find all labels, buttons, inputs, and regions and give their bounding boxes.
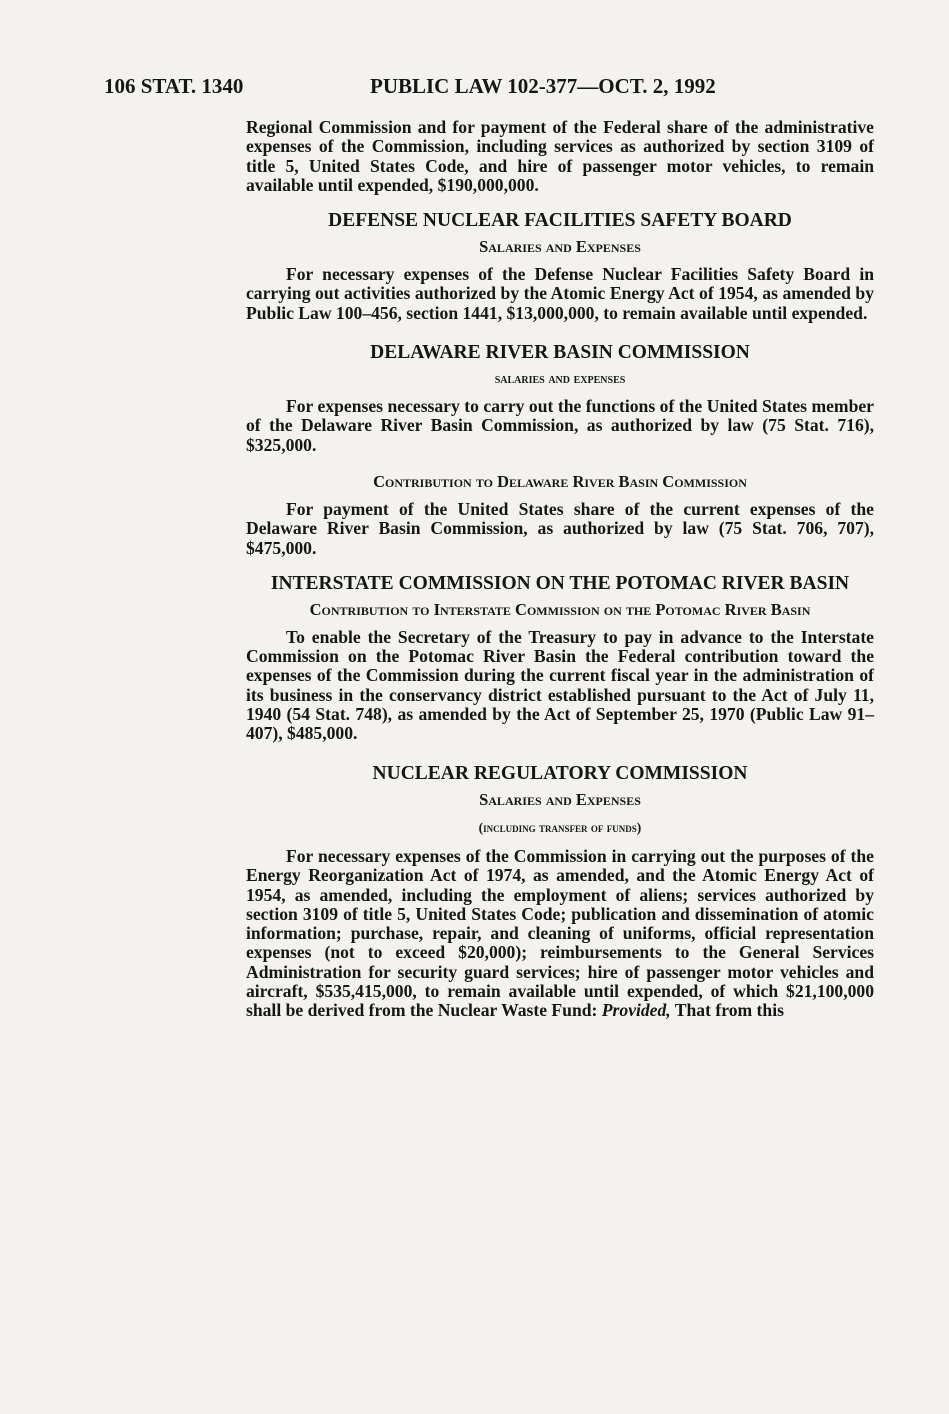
drbc-contribution-paragraph: For payment of the United States share of the current expenses of the Delaware River Basin Commission, as authorized by law (75 Stat. 706, 707), $475,000. (246, 498, 874, 558)
nrc-heading: NUCLEAR REGULATORY COMMISSION (372, 762, 748, 784)
nrc-paragraph (246, 847, 874, 1021)
nrc-paragraph-main: For necessary expenses of the Commission in carrying out the purposes of the Energy Reorganization Act of 1974, as amended, and the Atomic Energy Act of 1954, as amended, including the employment of aliens; services authorized by section 3109 of title 5, United States Code; publication and dissemination of atomic information; purchase, repair, and cleaning of uniforms, official representation expenses (not to exceed $20,000); reimbursements to the General Services Administration for security guard services; hire of passenger motor vehicles and aircraft, $535,415,000, to remain available until expended, of which $21,100,000 shall be derived from the Nuclear Waste Fund: (246, 845, 874, 1021)
dnfsb-paragraph: For necessary expenses of the Defense Nuclear Facilities Safety Board in carrying out activities authorized by the Atomic Energy Act of 1954, as amended by Public Law 100–456, section 1441, $13,000,000, to remain available until expended. (246, 264, 874, 323)
nrc-provided: Provided, (601, 1000, 671, 1021)
page-header (104, 74, 874, 106)
drbc-contribution-heading: Contribution to Delaware River Basin Commission (373, 471, 747, 491)
stat-reference: 106 STAT. 1340 (104, 74, 244, 98)
icprb-paragraph: To enable the Secretary of the Treasury to pay in advance to the Interstate Commission on the Potomac River Basin the Federal contribution toward the expenses of the Commission during the current fiscal year in the administration of its business in the conservancy district established pursuant to the Act of July 11, 1940 (54 Stat. 748), as amended by the Act of September 25, 1970 (Public Law 91–407), $485,000. (246, 626, 874, 744)
drbc-subheading: salaries and expenses (494, 371, 626, 388)
law-reference: PUBLIC LAW 102-377—OCT. 2, 1992 (370, 74, 716, 98)
nrc-subheading: Salaries and Expenses (479, 789, 641, 809)
icprb-subheading: Contribution to Interstate Commission on the Potomac River Basin (309, 599, 811, 619)
document-body (246, 118, 874, 1021)
dnfsb-heading: DEFENSE NUCLEAR FACILITIES SAFETY BOARD (328, 210, 792, 232)
dnfsb-subheading: Salaries and Expenses (479, 237, 641, 257)
icprb-heading: INTERSTATE COMMISSION ON THE POTOMAC RIVER BASIN (270, 572, 850, 594)
drbc-heading: DELAWARE RIVER BASIN COMMISSION (370, 342, 750, 364)
nrc-paragraph-tail: That from this (674, 1000, 784, 1021)
intro-paragraph: Regional Commission and for payment of the Federal share of the administrative expenses of the Commission, including services as authorized by section 3109 of title 5, United States Code, and hire of passenger motor vehicles, to remain available until expended, $190,000,000. (246, 117, 874, 195)
nrc-note: (including transfer of funds) (478, 819, 642, 835)
drbc-paragraph: For expenses necessary to carry out the functions of the United States member of the Delaware River Basin Commission, as authorized by law (75 Stat. 716), $325,000. (246, 396, 874, 455)
